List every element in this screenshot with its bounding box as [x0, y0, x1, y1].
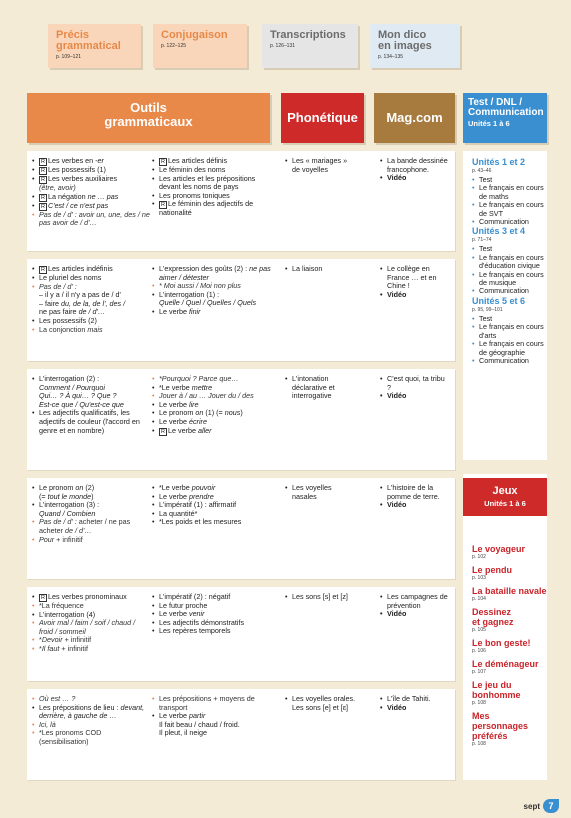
grammar-list [152, 484, 272, 527]
top-card-3 [370, 24, 460, 68]
grammar-col-2 [152, 265, 272, 317]
list-item: • R Les articles définis [152, 157, 272, 166]
unit-pages: p. 43–46 [472, 168, 492, 174]
list-item: • Test [472, 176, 547, 184]
grammar-list [32, 484, 150, 544]
italic-text: -er [95, 156, 104, 165]
jeux-subtitle: Unités 1 à 6 [484, 499, 526, 508]
italic-text: Pas de / d' : [39, 281, 77, 291]
game-title: Dessinez et gagnez [472, 607, 514, 627]
unit-title: Unités 3 et 4 [472, 226, 526, 237]
list-item: • Le verbe lire [152, 401, 272, 410]
list-item: • Le verbe prendre [152, 493, 272, 502]
list-item: • Pas de / d' : acheter / ne pas acheter de / d'… [32, 518, 150, 535]
top-card-pages: p. 134–135 [378, 54, 404, 60]
list-item: • L'île de Tahiti. [380, 695, 450, 704]
italic-text: Quand / Combien [39, 508, 96, 518]
phonetique-cell [285, 265, 357, 274]
list-item: • R Les verbes en -er [32, 157, 150, 166]
list-item: • Les campagnes de prévention [380, 593, 450, 610]
list-item: • Vidéo [380, 704, 450, 713]
italic-text: Pour [39, 534, 55, 544]
list-item: • Les articles et les prépositions devant les noms de pays [152, 175, 272, 192]
list-item: • Vidéo [380, 501, 450, 510]
list-item: • Le verbe partir [152, 712, 272, 721]
grammar-list [32, 375, 150, 435]
list-item: • Le français en cours d'éducation civique [472, 254, 547, 271]
italic-text: Pas de / d' : avoir un, une, des / ne pas avoir de / d'… [39, 209, 150, 228]
phonetique-list [285, 265, 357, 274]
list-item: • Les prépositions de lieu : devant, derrière, à gauche de … [32, 704, 150, 721]
list-item: • *Devoir + infinitif [32, 636, 150, 645]
grammar-list [152, 157, 272, 218]
list-item: • R Les verbes auxiliaires [32, 175, 150, 184]
list-item: • Les pronoms toniques [152, 192, 272, 201]
italic-text: * Moi aussi / Moi non plus [159, 281, 241, 291]
list-item: Il fait beau / chaud / froid. [159, 719, 240, 729]
page-word: sept [523, 801, 540, 811]
phonetique-cell [285, 695, 357, 712]
list-item: • La conjonction mais [32, 326, 150, 335]
italic-text: tout le monde [47, 491, 92, 501]
game-pages: p. 104 [472, 596, 486, 602]
top-card-1 [153, 24, 247, 68]
unit-list [472, 176, 547, 226]
list-item: • Le français en cours de musique [472, 271, 547, 288]
grammar-list [152, 265, 272, 317]
grammar-list [32, 157, 150, 228]
mag-cell [380, 265, 450, 299]
italic-text: écrire [188, 416, 207, 426]
list-item: • Le futur proche [152, 602, 272, 611]
grammar-list [152, 375, 272, 436]
unit-list [472, 315, 547, 365]
content-row [27, 259, 455, 361]
list-item [32, 211, 150, 228]
mag-cell [380, 375, 450, 401]
list-item: ne pas faire de / d'… [39, 307, 106, 317]
italic-text: partir [188, 711, 206, 721]
list-item: • Le français en cours de géographie [472, 340, 547, 357]
unit-title: Unités 5 et 6 [472, 295, 526, 306]
list-item: • *Le verbe pouvoir [152, 484, 272, 493]
grammar-col-1 [32, 375, 150, 435]
page-number: 7 [543, 799, 559, 813]
mag-list [380, 593, 450, 619]
italic-text: Jouer à / au … Jouer du / des [159, 391, 254, 401]
list-item: • Le verbe venir [152, 610, 272, 619]
italic-text: du, de la, de l', des / [60, 298, 126, 308]
game-title: La bataille navale [472, 586, 547, 596]
unit-pages: p. 95, 99–101 [472, 306, 503, 313]
game-pages: p. 103 [472, 575, 486, 581]
list-item: – faire du, de la, de l', des / [39, 298, 126, 308]
unit-pages: p. 71–74 [472, 237, 492, 244]
list-item: • Les voyelles orales. [285, 695, 357, 704]
grammar-list [32, 695, 150, 747]
list-item: • La bande dessinée francophone. [380, 157, 450, 174]
list-item: • R Le verbe aller [152, 427, 272, 436]
phonetique-list [285, 593, 357, 602]
content-row [27, 369, 455, 470]
list-item: • Les « mariages » de voyelles [285, 157, 357, 174]
list-item: • Les repères temporels [152, 627, 272, 636]
list-item [32, 619, 150, 636]
list-item: • C'est quoi, ta tribu ? [380, 375, 450, 392]
mag-list [380, 484, 450, 510]
game-title: Le voyageur [472, 544, 526, 554]
grammar-col-1 [32, 593, 150, 654]
list-item: • Le féminin des noms [152, 166, 272, 175]
mag-list [380, 157, 450, 183]
italic-text: Est-ce que / Qu'est-ce que [39, 399, 124, 409]
reference-icon: R [39, 594, 47, 602]
italic-text: Pas de / d' : [39, 517, 77, 527]
list-item: • *Les poids et les mesures [152, 518, 272, 527]
list-item: • Le pluriel des noms [32, 274, 150, 283]
italic-text: Ici, là [39, 719, 56, 729]
list-item: • Les sons [s] et [z] [285, 593, 357, 602]
list-item: • *Le verbe mettre [152, 384, 272, 393]
list-item: • L'impératif (2) : négatif [152, 593, 272, 602]
mag-cell [380, 593, 450, 619]
game-title: Le déménageur [472, 659, 539, 669]
italic-text: on [75, 483, 84, 492]
top-card-2 [262, 24, 358, 68]
game-pages: p. 108 [472, 741, 486, 747]
list-item: • L'interrogation (1) : [152, 291, 272, 300]
mag-list [380, 695, 450, 712]
reference-icon: R [39, 203, 47, 211]
list-item: • Vidéo [380, 392, 450, 401]
list-item: • Les prépositions + moyens de transport [152, 695, 272, 712]
reference-icon: R [39, 266, 47, 274]
top-card-title: Mon dico en images [378, 29, 432, 52]
header-phonetique: Phonétique [281, 93, 364, 143]
phonetique-list [285, 484, 357, 501]
list-item: • Le verbe écrire [152, 418, 272, 427]
list-item: • Vidéo [380, 610, 450, 619]
list-item: • Les adjectifs démonstratifs [152, 619, 272, 628]
grammar-list [152, 695, 272, 738]
header-outils: Outils grammaticaux [27, 93, 270, 143]
list-item: • R Les articles indéfinis [32, 265, 150, 274]
italic-text: lire [188, 399, 199, 409]
list-item: • R Les verbes pronominaux [32, 593, 150, 602]
list-item: • R Le féminin des adjectifs de nationalité [152, 200, 272, 218]
list-item: • Les possessifs (2) [32, 317, 150, 326]
italic-text: de / d'… [78, 307, 106, 317]
units-panel [463, 151, 547, 460]
grammar-col-1 [32, 695, 150, 747]
mag-list [380, 265, 450, 299]
italic-text: ne pas aimer / détester [159, 264, 271, 282]
header-mag: Mag.com [374, 93, 455, 143]
phonetique-cell [285, 593, 357, 602]
unit-title: Unités 1 et 2 [472, 157, 526, 167]
content-row [27, 689, 455, 780]
list-item: • Le français en cours de maths [472, 184, 547, 201]
phonetique-cell [285, 484, 357, 501]
grammar-col-1 [32, 157, 150, 228]
game-title: Le pendu [472, 565, 512, 575]
list-item: • Vidéo [380, 291, 450, 300]
italic-text: prendre [188, 491, 214, 501]
italic-text: ne … pas [87, 191, 119, 201]
list-item: • R La négation ne … pas [32, 193, 150, 202]
italic-text: *Pourquoi ? Parce que… [159, 374, 239, 383]
top-card-pages: p. 109–121 [56, 54, 82, 60]
top-card-0 [48, 24, 141, 68]
list-item: • Le français en cours d'arts [472, 323, 547, 340]
list-item: • L'interrogation (4) [32, 611, 150, 620]
mag-cell [380, 157, 450, 183]
list-item: • *La fréquence [32, 602, 150, 611]
grammar-list [152, 593, 272, 636]
list-item: • L'impératif (1) : affirmatif [152, 501, 272, 510]
game-title: Le bon geste! [472, 638, 531, 648]
header-test-sub: Unités 1 à 6 [468, 119, 510, 128]
game-pages: p. 106 [472, 648, 486, 654]
top-card-pages: p. 122–125 [161, 43, 187, 49]
italic-text: Comment / Pourquoi [39, 382, 105, 392]
italic-text: Avoir mal / faim / soif / chaud / froid / sommeil [39, 618, 136, 636]
game-title: Le jeu du bonhomme [472, 680, 521, 700]
phonetique-list [285, 695, 357, 712]
list-item: • Le pronom on (2) [32, 484, 150, 493]
italic-text: (être, avoir) [39, 183, 76, 192]
jeux-header [463, 478, 547, 516]
grammar-list [32, 593, 150, 654]
list-item: – il y a / il n'y a pas de / d' [39, 290, 121, 300]
reference-icon: R [159, 201, 167, 209]
grammar-list [32, 265, 150, 334]
top-card-title: Conjugaison [161, 29, 228, 41]
grammar-col-2 [152, 484, 272, 527]
grammar-col-1 [32, 265, 150, 334]
list-item: • L'histoire de la pomme de terre. [380, 484, 450, 501]
italic-text: de / d'… [64, 525, 92, 535]
top-card-title: Précis grammatical [56, 29, 121, 52]
italic-text: venir [188, 609, 205, 619]
list-item: • Communication [472, 357, 547, 365]
list-item: • *Il faut + infinitif [32, 645, 150, 654]
header-test [463, 93, 547, 143]
list-item: • R Les possessifs (1) [32, 166, 150, 175]
reference-icon: R [39, 194, 47, 202]
italic-text: devant, derrière, à gauche de … [39, 702, 145, 721]
list-item: • La liaison [285, 265, 357, 274]
content-row [27, 478, 455, 579]
content-row [27, 151, 455, 251]
reference-icon: R [39, 176, 47, 184]
reference-icon: R [39, 167, 47, 175]
list-item: • Le français en cours de SVT [472, 201, 547, 218]
game-pages: p. 102 [472, 554, 486, 560]
italic-text: on [195, 408, 204, 418]
reference-icon: R [159, 428, 167, 436]
list-item: • Le pronom on (1) (= nous) [152, 409, 272, 418]
list-item: • Test [472, 315, 547, 323]
mag-cell [380, 484, 450, 510]
list-item: Les sons [e] et [ɛ] [292, 702, 349, 712]
italic-text: mais [87, 324, 103, 334]
grammar-col-1 [32, 484, 150, 544]
grammar-col-2 [152, 157, 272, 218]
unit-list [472, 245, 547, 295]
list-item: • Le verbe finir [152, 308, 272, 317]
grammar-col-2 [152, 375, 272, 436]
game-pages: p. 108 [472, 700, 486, 706]
phonetique-cell [285, 157, 357, 174]
page-footer [524, 799, 559, 813]
list-item: • Le collège en France … et en Chine ! [380, 265, 450, 291]
reference-icon: R [159, 158, 167, 166]
list-item: • Pour + infinitif [32, 536, 150, 545]
phonetique-cell [285, 375, 357, 401]
mag-list [380, 375, 450, 401]
italic-text: Devoir [41, 635, 63, 645]
jeux-title: Jeux [492, 485, 518, 497]
list-item: • L'intonation déclarative et interrogative [285, 375, 357, 401]
italic-text: pouvoir [191, 483, 216, 492]
phonetique-list [285, 157, 357, 174]
italic-text: nous [224, 408, 241, 418]
top-card-pages: p. 126–131 [270, 43, 296, 49]
list-item: Il pleut, il neige [159, 728, 207, 738]
list-item: • Test [472, 245, 547, 253]
game-pages: p. 105 [472, 627, 486, 633]
italic-text: Où est … ? [39, 694, 76, 703]
list-item: • Les voyelles nasales [285, 484, 357, 501]
grammar-col-2 [152, 695, 272, 738]
italic-text: finir [188, 306, 201, 316]
list-item: (= tout le monde) [39, 491, 94, 501]
reference-icon: R [39, 158, 47, 166]
grammar-col-2 [152, 593, 272, 636]
list-item: • Les adjectifs qualificatifs, les adjectifs de couleur (l'accord en genre et en nombre) [32, 409, 150, 435]
content-row [27, 587, 455, 681]
italic-text: Il faut [41, 643, 60, 653]
list-item: • L'interrogation (3) : [32, 501, 150, 510]
list-item: • Vidéo [380, 174, 450, 183]
italic-text: Qui… ? À qui… ? Que ? [39, 391, 117, 401]
mag-cell [380, 695, 450, 712]
list-item: • Communication [472, 287, 547, 295]
italic-text: aller [197, 425, 212, 435]
italic-text: mettre [191, 382, 213, 392]
jeux-panel [463, 474, 547, 780]
list-item: • Communication [472, 218, 547, 226]
list-item: • L'expression des goûts (2) : ne pas aimer / détester [152, 265, 272, 282]
italic-text: C'est / ce n'est pas [48, 200, 109, 210]
phonetique-list [285, 375, 357, 401]
game-title: Mes personnages préférés [472, 711, 529, 741]
list-item: • *Les pronoms COD (sensibilisation) [32, 729, 150, 746]
list-item: • L'interrogation (2) : [32, 375, 150, 384]
top-card-title: Transcriptions [270, 29, 346, 41]
italic-text: Quelle / Quel / Quelles / Quels [159, 298, 257, 308]
game-pages: p. 107 [472, 669, 486, 675]
list-item: • La quantité* [152, 510, 272, 519]
header-test-title: Test / DNL / Communication [468, 97, 544, 118]
